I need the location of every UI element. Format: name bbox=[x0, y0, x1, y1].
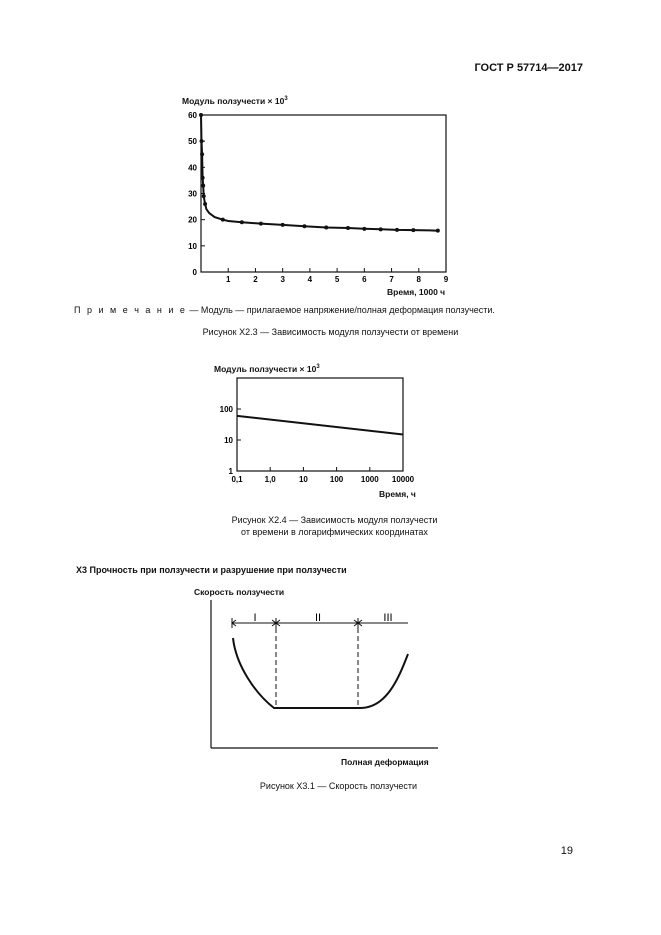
data-point bbox=[200, 152, 204, 156]
x-tick-label: 9 bbox=[443, 275, 449, 284]
y-tick-label: 1 bbox=[228, 467, 233, 476]
section-heading: Х3 Прочность при ползучести и разрушение при ползучести bbox=[76, 565, 347, 575]
creep-rate-curve bbox=[233, 638, 408, 708]
data-point bbox=[411, 228, 415, 232]
x-tick-label: 10 bbox=[298, 475, 308, 484]
creep-rate-diagram bbox=[200, 598, 445, 758]
fig-x23-xlabel: Время, 1000 ч bbox=[387, 287, 446, 297]
figure-note: П р и м е ч а н и е — Модуль — прилагаемое напряжение/полная деформация ползучести. bbox=[74, 305, 495, 315]
y-tick-label: 10 bbox=[188, 241, 197, 251]
data-point bbox=[395, 228, 399, 232]
data-point bbox=[202, 194, 206, 198]
x-tick-label: 10000 bbox=[391, 475, 415, 484]
x-tick-label: 100 bbox=[329, 475, 344, 484]
x-tick-label: 1,0 bbox=[264, 475, 276, 484]
creep-modulus-log-chart bbox=[215, 370, 425, 490]
figure-x31-caption: Рисунок Х3.1 — Скорость ползучести bbox=[259, 781, 418, 791]
figure-x24-caption-line1: Рисунок Х2.4 — Зависимость модуля ползучести bbox=[231, 515, 438, 525]
fig-x31-xlabel: Полная деформация bbox=[341, 757, 429, 767]
figure-x23-caption: Рисунок Х2.3 — Зависимость модуля ползучести от времени bbox=[202, 327, 459, 337]
data-point bbox=[281, 223, 285, 227]
y-tick-label: 50 bbox=[188, 137, 197, 147]
stage-label-1: I bbox=[253, 612, 257, 624]
x-tick-label: 2 bbox=[253, 275, 258, 284]
fig-x24-xlabel: Время, ч bbox=[379, 489, 416, 499]
y-tick-label: 30 bbox=[188, 189, 197, 199]
y-tick-label: 100 bbox=[219, 405, 233, 414]
data-point bbox=[201, 176, 205, 180]
x-tick-label: 6 bbox=[362, 275, 367, 284]
data-point bbox=[346, 226, 350, 230]
figure-x24-caption-line2: от времени в логарифмических координатах bbox=[241, 527, 428, 537]
data-point bbox=[302, 224, 306, 228]
data-point bbox=[201, 184, 205, 188]
x-tick-label: 3 bbox=[280, 275, 285, 284]
y-tick-label: 60 bbox=[188, 111, 197, 120]
y-tick-label: 20 bbox=[188, 215, 197, 225]
series-line bbox=[201, 115, 438, 231]
x-tick-label: 4 bbox=[307, 275, 313, 284]
x-tick-label: 8 bbox=[416, 275, 422, 284]
x-tick-label: 7 bbox=[389, 275, 394, 284]
document-code: ГОСТ Р 57714—2017 bbox=[474, 62, 583, 74]
data-point bbox=[203, 202, 207, 206]
fig-x24-ylabel: Модуль ползучести × $10^3$ bbox=[214, 364, 320, 374]
x-tick-label: 1 bbox=[225, 275, 231, 284]
y-tick-label: 10 bbox=[224, 436, 233, 445]
y-tick-label: 0 bbox=[192, 268, 197, 277]
data-point bbox=[324, 226, 328, 230]
fig-x23-ylabel: Модуль ползучести × $10^3$ bbox=[182, 96, 288, 106]
x-tick-label: 0,1 bbox=[231, 475, 243, 484]
x-tick-label: 1000 bbox=[360, 475, 379, 484]
page-number: 19 bbox=[560, 845, 573, 857]
series-line bbox=[237, 416, 403, 435]
x-tick-label: 5 bbox=[334, 275, 340, 284]
data-point bbox=[200, 139, 204, 143]
data-point bbox=[240, 220, 244, 224]
y-tick-label: 40 bbox=[188, 163, 197, 173]
data-point bbox=[259, 222, 263, 226]
creep-modulus-time-chart bbox=[170, 105, 460, 300]
fig-x31-ylabel: Скорость ползучести bbox=[194, 587, 285, 597]
data-point bbox=[436, 229, 440, 233]
data-point bbox=[221, 218, 225, 222]
data-point bbox=[199, 113, 203, 117]
stage-label-3: III bbox=[383, 612, 393, 624]
stage-label-2: II bbox=[314, 612, 322, 624]
data-point bbox=[379, 227, 383, 231]
plot-frame bbox=[201, 115, 446, 272]
data-point bbox=[362, 227, 366, 231]
